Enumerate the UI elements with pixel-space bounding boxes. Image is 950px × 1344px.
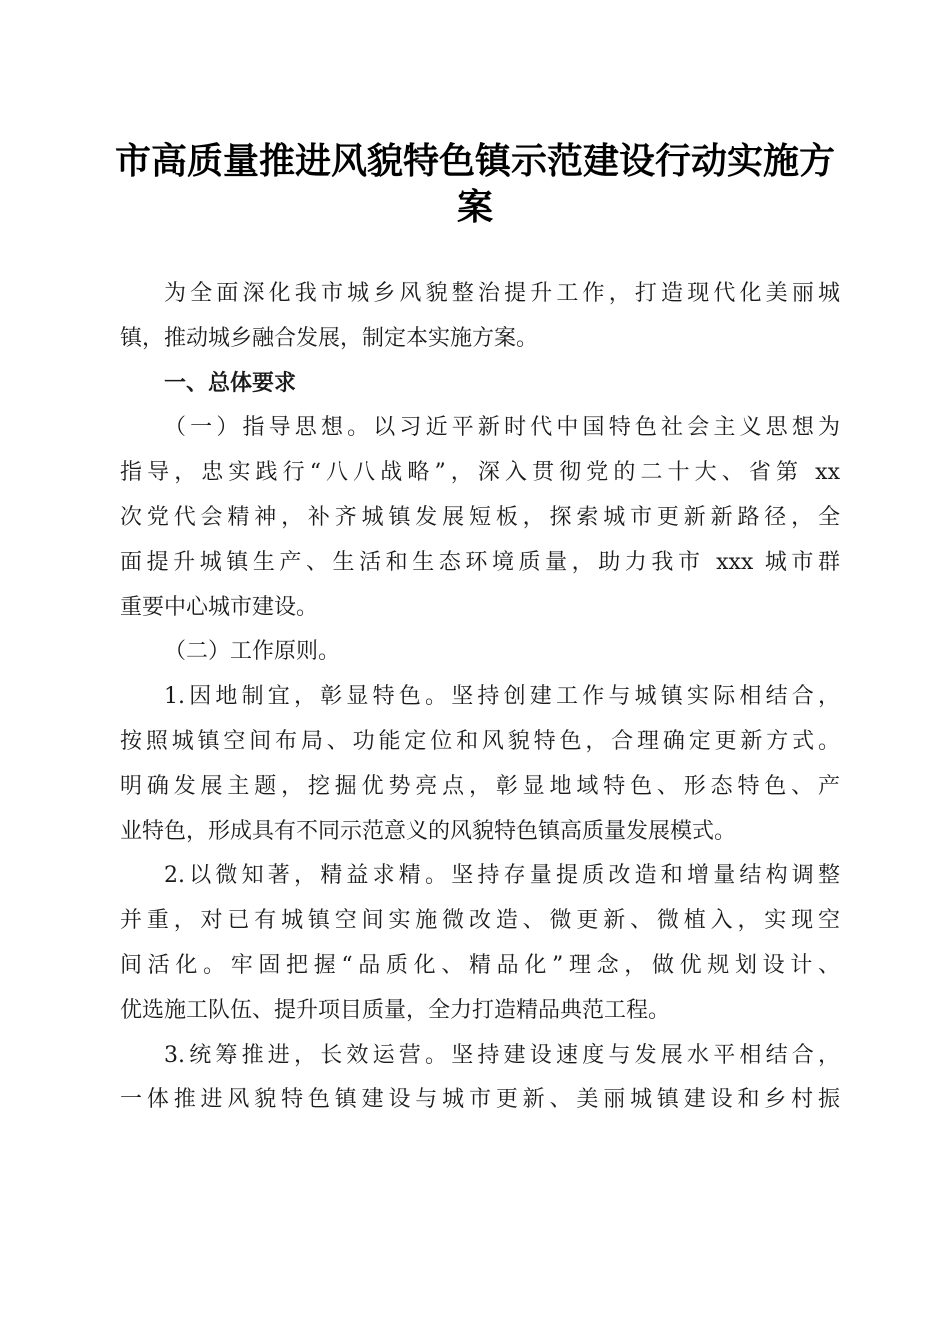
paragraph-line: 明确发展主题，挖掘优势亮点，彰显地域特色、形态特色、产 — [120, 773, 840, 799]
paragraph-line: 指导，忠实践行“八八战略”，深入贯彻党的二十大、省第 xx — [120, 460, 840, 486]
paragraph-line: 业特色，形成具有不同示范意义的风貌特色镇高质量发展模式。 — [120, 818, 737, 844]
paragraph-line: 次党代会精神，补齐城镇发展短板，探索城市更新新路径，全 — [120, 505, 840, 530]
paragraph-line: 1.因地制宜，彰显特色。坚持创建工作与城镇实际相结合， — [164, 684, 840, 710]
document-title-line-2: 案 — [456, 186, 493, 228]
paragraph-line: 并重，对已有城镇空间实施微改造、微更新、微植入，实现空 — [120, 908, 840, 934]
paragraph-line: 2.以微知著，精益求精。坚持存量提质改造和增量结构调整 — [164, 863, 840, 889]
paragraph-line: 镇，推动城乡融合发展，制定本实施方案。 — [120, 325, 539, 351]
paragraph-line: 间活化。牢固把握“品质化、精品化”理念，做优规划设计、 — [120, 953, 840, 978]
paragraph-line: 按照城镇空间布局、功能定位和风貌特色，合理确定更新方式。 — [120, 729, 840, 754]
paragraph-line: （二）工作原则。 — [164, 639, 341, 665]
document-title-line-1: 市高质量推进风貌特色镇示范建设行动实施方 — [114, 140, 835, 182]
paragraph-line: （一）指导思想。以习近平新时代中国特色社会主义思想为 — [164, 415, 840, 441]
paragraph-line: 面提升城镇生产、生活和生态环境质量，助力我市 xxx 城市群 — [120, 549, 840, 575]
paragraph-line: 3.统筹推进，长效运营。坚持建设速度与发展水平相结合， — [164, 1042, 840, 1068]
paragraph-line: 重要中心城市建设。 — [120, 594, 319, 620]
paragraph-line: 为全面深化我市城乡风貌整治提升工作，打造现代化美丽城 — [164, 281, 840, 306]
paragraph-line: 优选施工队伍、提升项目质量，全力打造精品典范工程。 — [120, 997, 671, 1023]
section-heading: 一、总体要求 — [164, 370, 297, 396]
paragraph-line: 一体推进风貌特色镇建设与城市更新、美丽城镇建设和乡村振 — [120, 1087, 840, 1113]
